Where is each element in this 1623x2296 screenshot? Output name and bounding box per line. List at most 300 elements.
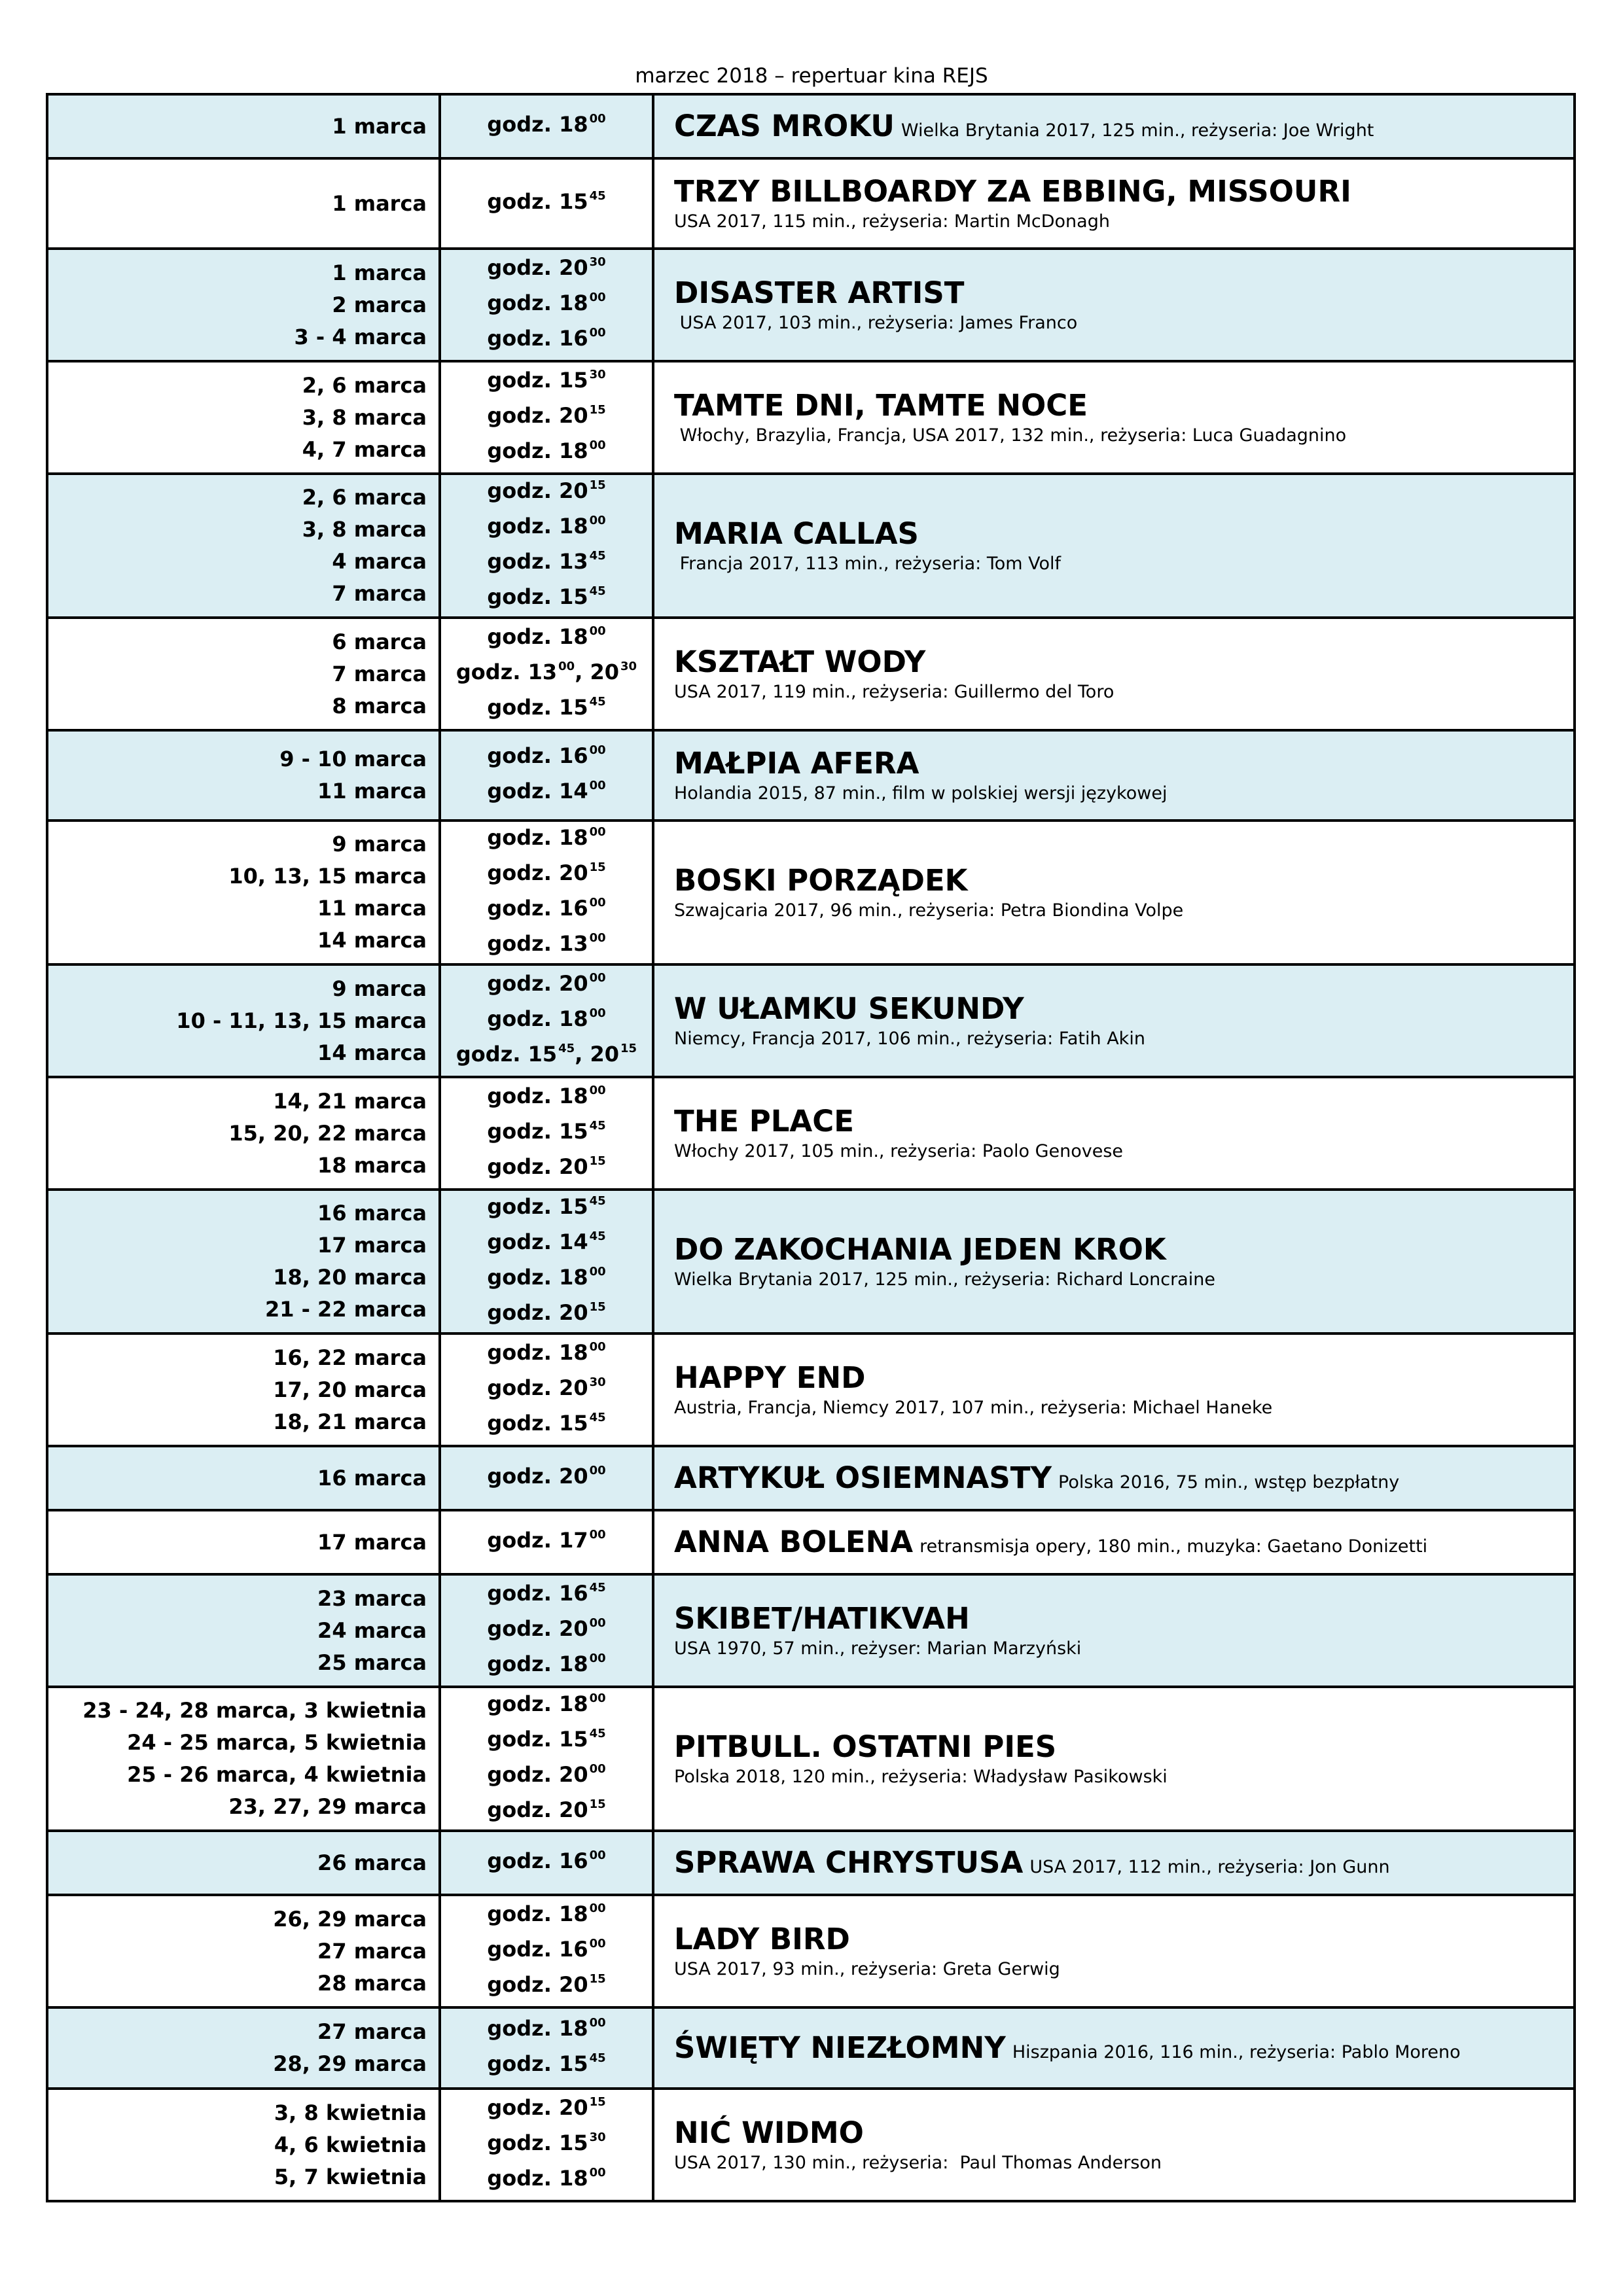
time-minutes: 15 [620, 1042, 637, 1055]
time-hour: 16 [559, 896, 588, 921]
screening-time-line [441, 1759, 652, 1794]
time-prefix: godz. [487, 1616, 560, 1641]
time-hour: 15 [559, 584, 588, 609]
screening-date: 23 marca [317, 1585, 427, 1611]
screening-time-line [441, 287, 652, 323]
dates-cell [47, 94, 440, 158]
film-row [47, 2089, 1575, 2201]
time-minutes: 00 [589, 779, 606, 792]
time-hour: 18 [559, 624, 588, 649]
time-prefix: godz. [487, 326, 560, 351]
screening-time-line [441, 892, 652, 928]
time-hour: 20 [559, 1616, 588, 1641]
time-minutes: 00 [589, 514, 606, 527]
film-title: W UŁAMKU SEKUNDY [674, 991, 1024, 1026]
time-hour: 18 [559, 514, 588, 539]
time-prefix: godz. [487, 1972, 560, 1997]
time-prefix: godz. [487, 549, 560, 574]
film-row [47, 94, 1575, 158]
time-hour: 18 [559, 1651, 588, 1676]
film-row [47, 249, 1575, 361]
times-cell [440, 2089, 653, 2201]
dates-cell [47, 1831, 440, 1895]
time-hour: 18 [559, 112, 588, 137]
dates-cell [47, 618, 440, 730]
time-hour: 18 [559, 1340, 588, 1365]
screening-date: 25 - 26 marca, 4 kwietnia [127, 1762, 427, 1787]
time-hour: 13 [527, 660, 558, 684]
time-prefix: godz. [487, 255, 560, 280]
time-minutes: 30 [589, 255, 606, 269]
time-minutes: 00 [558, 660, 575, 673]
dates-cell [47, 249, 440, 361]
screening-time [487, 2166, 605, 2191]
time-hour: 14 [559, 1229, 588, 1254]
screening-time [487, 743, 605, 768]
screening-date: 4, 7 marca [302, 436, 427, 462]
film-title: BOSKI PORZĄDEK [674, 863, 968, 898]
time-hour: 18 [559, 438, 588, 463]
screening-date: 24 marca [317, 1617, 427, 1643]
time-minutes: 30 [589, 368, 606, 381]
time-prefix: godz. [487, 1084, 560, 1108]
screening-time [487, 1691, 605, 1716]
screening-time-line [441, 621, 652, 656]
film-row [47, 474, 1575, 618]
film-cell [653, 249, 1575, 361]
time-minutes: 45 [589, 189, 606, 203]
screening-time-line [441, 186, 652, 221]
screening-time-line [441, 109, 652, 144]
screening-date: 4 marca [332, 549, 427, 574]
time-prefix: godz. [455, 660, 528, 684]
film-cell [653, 158, 1575, 249]
time-minutes: 00 [589, 291, 606, 304]
time-minutes: 00 [589, 743, 606, 757]
screening-time-line [441, 2048, 652, 2083]
film-details: Polska 2016, 75 min., wstęp bezpłatny [1058, 1472, 1400, 1492]
time-minutes: 00 [589, 438, 606, 452]
screening-time [487, 514, 605, 539]
film-row [47, 1687, 1575, 1831]
screening-time [487, 825, 605, 850]
time-minutes: 00 [589, 1265, 606, 1279]
film-cell [653, 474, 1575, 618]
time-hour: 20 [559, 971, 588, 996]
screening-time-line [441, 2092, 652, 2127]
screening-time-line [441, 1191, 652, 1226]
film-cell [653, 1687, 1575, 1831]
time-hour: 18 [559, 825, 588, 850]
screening-date: 18 marca [317, 1152, 427, 1178]
screening-time [487, 1651, 605, 1676]
time-prefix: godz. [487, 438, 560, 463]
dates-cell [47, 964, 440, 1077]
screening-time-line [441, 435, 652, 470]
screening-date: 11 marca [317, 779, 427, 804]
screening-time-line [441, 2163, 652, 2198]
time-minutes: 00 [589, 2166, 606, 2180]
time-prefix: , [575, 660, 590, 684]
film-cell [653, 1446, 1575, 1510]
time-hour: 15 [527, 1042, 558, 1067]
film-row [47, 1446, 1575, 1510]
time-prefix: godz. [487, 1375, 560, 1400]
screening-time [487, 695, 605, 720]
film-row [47, 2007, 1575, 2089]
film-cell [653, 1574, 1575, 1687]
screening-time-line [441, 1648, 652, 1684]
time-minutes: 00 [589, 1528, 606, 1542]
film-row [47, 1895, 1575, 2007]
screening-date: 14 marca [317, 1040, 427, 1065]
screening-time-line [441, 2127, 652, 2163]
film-title: PITBULL. OSTATNI PIES [674, 1729, 1057, 1764]
screening-date: 15, 20, 22 marca [228, 1120, 427, 1146]
time-prefix: godz. [487, 2051, 560, 2076]
film-details: Austria, Francja, Niemcy 2017, 107 min., reżyseria: Michael Haneke [674, 1398, 1273, 1418]
time-prefix: godz. [487, 624, 560, 649]
time-minutes: 00 [589, 1340, 606, 1354]
times-cell [440, 1077, 653, 1190]
time-hour: 16 [559, 326, 588, 351]
time-prefix: godz. [487, 1464, 560, 1489]
film-row [47, 1333, 1575, 1446]
screening-date: 16, 22 marca [273, 1345, 427, 1370]
time-prefix: godz. [487, 1265, 560, 1290]
screening-date: 17 marca [317, 1529, 427, 1555]
screening-time [487, 368, 605, 393]
time-hour: 18 [559, 1265, 588, 1290]
screening-time-line [441, 364, 652, 400]
screening-time [487, 1154, 605, 1179]
screening-date: 18, 21 marca [273, 1409, 427, 1434]
screening-time-line [441, 581, 652, 616]
film-details: Hiszpania 2016, 116 min., reżyseria: Pablo Moreno [1012, 2042, 1461, 2062]
screening-date: 17, 20 marca [273, 1377, 427, 1402]
film-title: ŚWIĘTY NIEZŁOMNY [674, 2030, 1006, 2065]
time-hour: 20 [590, 660, 620, 684]
time-prefix: godz. [487, 368, 560, 393]
times-cell [440, 1687, 653, 1831]
screening-time [487, 1265, 605, 1290]
time-hour: 15 [559, 2051, 588, 2076]
film-details: USA 2017, 130 min., reżyseria: Paul Thomas Anderson [674, 2153, 1162, 2173]
time-hour: 20 [559, 478, 588, 503]
dates-cell [47, 1190, 440, 1333]
screening-time [487, 255, 605, 280]
film-details: Francja 2017, 113 min., reżyseria: Tom Volf [674, 554, 1061, 574]
screening-time-line [441, 1898, 652, 1934]
film-cell [653, 2007, 1575, 2089]
dates-cell [47, 1687, 440, 1831]
screening-date: 7 marca [332, 661, 427, 686]
screening-time-line [441, 740, 652, 775]
film-row [47, 1510, 1575, 1574]
time-prefix: godz. [487, 1006, 560, 1031]
film-details: retransmisja opery, 180 min., muzyka: Gaetano Donizetti [919, 1536, 1428, 1557]
time-hour: 15 [559, 1411, 588, 1436]
screening-date: 1 marca [332, 190, 427, 216]
screening-time [487, 1727, 605, 1752]
time-minutes: 00 [589, 1691, 606, 1705]
time-minutes: 15 [589, 860, 606, 874]
film-details: Niemcy, Francja 2017, 106 min., reżyseria: Fatih Akin [674, 1029, 1145, 1049]
time-minutes: 30 [589, 1375, 606, 1389]
screening-date: 25 marca [317, 1650, 427, 1675]
times-cell [440, 94, 653, 158]
screening-time [487, 1528, 605, 1553]
time-minutes: 15 [589, 1154, 606, 1168]
screening-time-line [441, 1407, 652, 1443]
time-hour: 20 [590, 1042, 620, 1067]
time-prefix: godz. [487, 291, 560, 315]
schedule-table [46, 93, 1576, 2202]
time-prefix: godz. [487, 779, 560, 804]
time-hour: 18 [559, 291, 588, 315]
screening-time [487, 860, 605, 885]
screening-time [487, 624, 605, 649]
time-minutes: 15 [589, 478, 606, 492]
film-row [47, 618, 1575, 730]
time-prefix: godz. [487, 1229, 560, 1254]
screening-time [487, 1119, 605, 1144]
film-cell [653, 730, 1575, 821]
film-cell [653, 1895, 1575, 2007]
film-cell [653, 1333, 1575, 1446]
time-minutes: 30 [620, 660, 637, 673]
film-title: ARTYKUŁ OSIEMNASTY [674, 1460, 1052, 1495]
film-title: THE PLACE [674, 1104, 855, 1139]
screening-date: 24 - 25 marca, 5 kwietnia [127, 1730, 427, 1755]
screening-date: 1 marca [332, 260, 427, 285]
time-hour: 20 [559, 1972, 588, 1997]
time-hour: 15 [559, 368, 588, 393]
screening-time [487, 1616, 605, 1641]
film-title: ANNA BOLENA [674, 1525, 914, 1559]
film-row [47, 1190, 1575, 1333]
screening-time-line [441, 1460, 652, 1496]
screening-date: 9 marca [332, 832, 427, 857]
film-details: Włochy 2017, 105 min., reżyseria: Paolo Genovese [674, 1141, 1124, 1161]
screening-time-line [441, 857, 652, 892]
dates-cell [47, 1077, 440, 1190]
film-title: MAŁPIA AFERA [674, 746, 919, 781]
film-cell [653, 1510, 1575, 1574]
screening-time [487, 1464, 605, 1489]
time-prefix: godz. [487, 896, 560, 921]
screening-time-line [441, 775, 652, 811]
screening-time [487, 2051, 605, 2076]
time-minutes: 00 [589, 971, 606, 985]
time-hour: 16 [559, 1937, 588, 1962]
time-hour: 18 [559, 1084, 588, 1108]
screening-time-line [441, 822, 652, 857]
time-prefix: , [575, 1042, 590, 1067]
time-prefix: godz. [487, 584, 560, 609]
screening-time-line [441, 1578, 652, 1613]
time-prefix: godz. [487, 1411, 560, 1436]
time-hour: 16 [559, 1581, 588, 1606]
time-hour: 20 [559, 1375, 588, 1400]
time-minutes: 45 [589, 584, 606, 598]
film-row [47, 158, 1575, 249]
time-hour: 20 [559, 1797, 588, 1822]
dates-cell [47, 361, 440, 474]
times-cell [440, 821, 653, 964]
times-cell [440, 1446, 653, 1510]
time-minutes: 00 [589, 1616, 606, 1630]
screening-time [487, 1084, 605, 1108]
time-prefix: godz. [487, 403, 560, 428]
time-hour: 15 [559, 1727, 588, 1752]
screening-time [487, 971, 605, 996]
times-cell [440, 1574, 653, 1687]
screening-time-line [441, 546, 652, 581]
screening-time-line [441, 692, 652, 727]
screening-time-line [441, 1038, 652, 1074]
film-details: USA 1970, 57 min., reżyser: Marian Marzyński [674, 1638, 1082, 1659]
time-prefix: godz. [487, 478, 560, 503]
time-prefix: godz. [487, 1528, 560, 1553]
film-cell [653, 2089, 1575, 2201]
time-minutes: 45 [589, 549, 606, 563]
screening-time [487, 1937, 605, 1962]
time-prefix: godz. [455, 1042, 528, 1067]
screening-time-line [441, 1080, 652, 1116]
time-minutes: 45 [589, 1581, 606, 1595]
time-prefix: godz. [487, 1901, 560, 1926]
screening-time [575, 1042, 637, 1067]
time-minutes: 00 [589, 1762, 606, 1776]
film-row [47, 730, 1575, 821]
time-hour: 18 [559, 1691, 588, 1716]
screening-time [456, 660, 575, 684]
dates-cell [47, 1446, 440, 1510]
screening-time-line [441, 1116, 652, 1151]
screening-time [487, 1797, 605, 1822]
film-details: Polska 2018, 120 min., reżyseria: Władysław Pasikowski [674, 1767, 1168, 1787]
screening-time [487, 1194, 605, 1219]
screening-time [487, 438, 605, 463]
screening-date: 3, 8 marca [302, 517, 427, 542]
film-details: Wielka Brytania 2017, 125 min., reżyseria: Joe Wright [901, 120, 1374, 141]
time-prefix: godz. [487, 860, 560, 885]
screening-time [487, 326, 605, 351]
screening-time [487, 896, 605, 921]
time-minutes: 15 [589, 2095, 606, 2109]
screening-time [487, 1762, 605, 1787]
times-cell [440, 2007, 653, 2089]
time-hour: 13 [559, 549, 588, 574]
time-minutes: 00 [589, 1084, 606, 1097]
times-cell [440, 474, 653, 618]
schedule-body [47, 94, 1575, 2201]
times-cell [440, 249, 653, 361]
screening-time-line [441, 656, 652, 692]
time-hour: 16 [559, 1848, 588, 1873]
time-prefix: godz. [487, 2095, 560, 2120]
time-prefix: godz. [487, 1937, 560, 1962]
film-row [47, 1077, 1575, 1190]
times-cell [440, 730, 653, 821]
screening-time-line [441, 1151, 652, 1186]
dates-cell [47, 474, 440, 618]
screening-date: 1 marca [332, 113, 427, 139]
screening-date: 23 - 24, 28 marca, 3 kwietnia [82, 1698, 427, 1723]
screening-date: 27 marca [317, 1938, 427, 1964]
screening-time-line [441, 2013, 652, 2048]
film-details: Szwajcaria 2017, 96 min., reżyseria: Petra Biondina Volpe [674, 900, 1184, 921]
time-prefix: godz. [487, 1651, 560, 1676]
screening-date: 2, 6 marca [302, 372, 427, 398]
time-minutes: 15 [589, 1972, 606, 1986]
screening-date: 9 marca [332, 976, 427, 1001]
time-prefix: godz. [487, 1727, 560, 1752]
film-title: HAPPY END [674, 1360, 866, 1395]
time-hour: 20 [559, 1762, 588, 1787]
times-cell [440, 1895, 653, 2007]
times-cell [440, 618, 653, 730]
screening-date: 4, 6 kwietnia [274, 2132, 427, 2157]
screening-time-line [441, 475, 652, 510]
time-prefix: godz. [487, 971, 560, 996]
film-title: DO ZAKOCHANIA JEDEN KROK [674, 1232, 1166, 1267]
film-cell [653, 94, 1575, 158]
screening-time [487, 1848, 605, 1873]
time-prefix: godz. [487, 514, 560, 539]
screening-date: 3, 8 kwietnia [274, 2100, 427, 2125]
time-hour: 20 [559, 1154, 588, 1179]
screening-time [487, 2130, 605, 2155]
dates-cell [47, 2007, 440, 2089]
time-hour: 18 [559, 1901, 588, 1926]
time-prefix: godz. [487, 2166, 560, 2191]
time-prefix: godz. [487, 2016, 560, 2041]
screening-date: 8 marca [332, 693, 427, 718]
film-title: TRZY BILLBOARDY ZA EBBING, MISSOURI [674, 174, 1351, 209]
film-details: Włochy, Brazylia, Francja, USA 2017, 132 min., reżyseria: Luca Guadagnino [674, 425, 1347, 446]
time-prefix: godz. [487, 1691, 560, 1716]
time-minutes: 00 [589, 1937, 606, 1951]
time-hour: 18 [559, 2166, 588, 2191]
time-minutes: 00 [589, 825, 606, 839]
time-hour: 20 [559, 860, 588, 885]
dates-cell [47, 730, 440, 821]
screening-time-line [441, 1337, 652, 1372]
dates-cell [47, 1510, 440, 1574]
film-title: NIĆ WIDMO [674, 2115, 864, 2150]
film-row [47, 964, 1575, 1077]
time-minutes: 45 [558, 1042, 575, 1055]
time-prefix: godz. [487, 931, 560, 956]
screening-date: 17 marca [317, 1233, 427, 1258]
film-cell [653, 1077, 1575, 1190]
screening-time-line [441, 1688, 652, 1723]
screening-time-line [441, 1003, 652, 1038]
time-minutes: 45 [589, 1229, 606, 1243]
film-title: CZAS MROKU [674, 109, 895, 143]
time-hour: 20 [559, 1300, 588, 1325]
screening-date: 6 marca [332, 629, 427, 654]
screening-time-line [441, 252, 652, 287]
time-hour: 15 [559, 2130, 588, 2155]
dates-cell [47, 1574, 440, 1687]
time-prefix: godz. [487, 1154, 560, 1179]
time-prefix: godz. [487, 189, 560, 214]
screening-time-line [441, 1525, 652, 1560]
time-prefix: godz. [487, 1848, 560, 1873]
